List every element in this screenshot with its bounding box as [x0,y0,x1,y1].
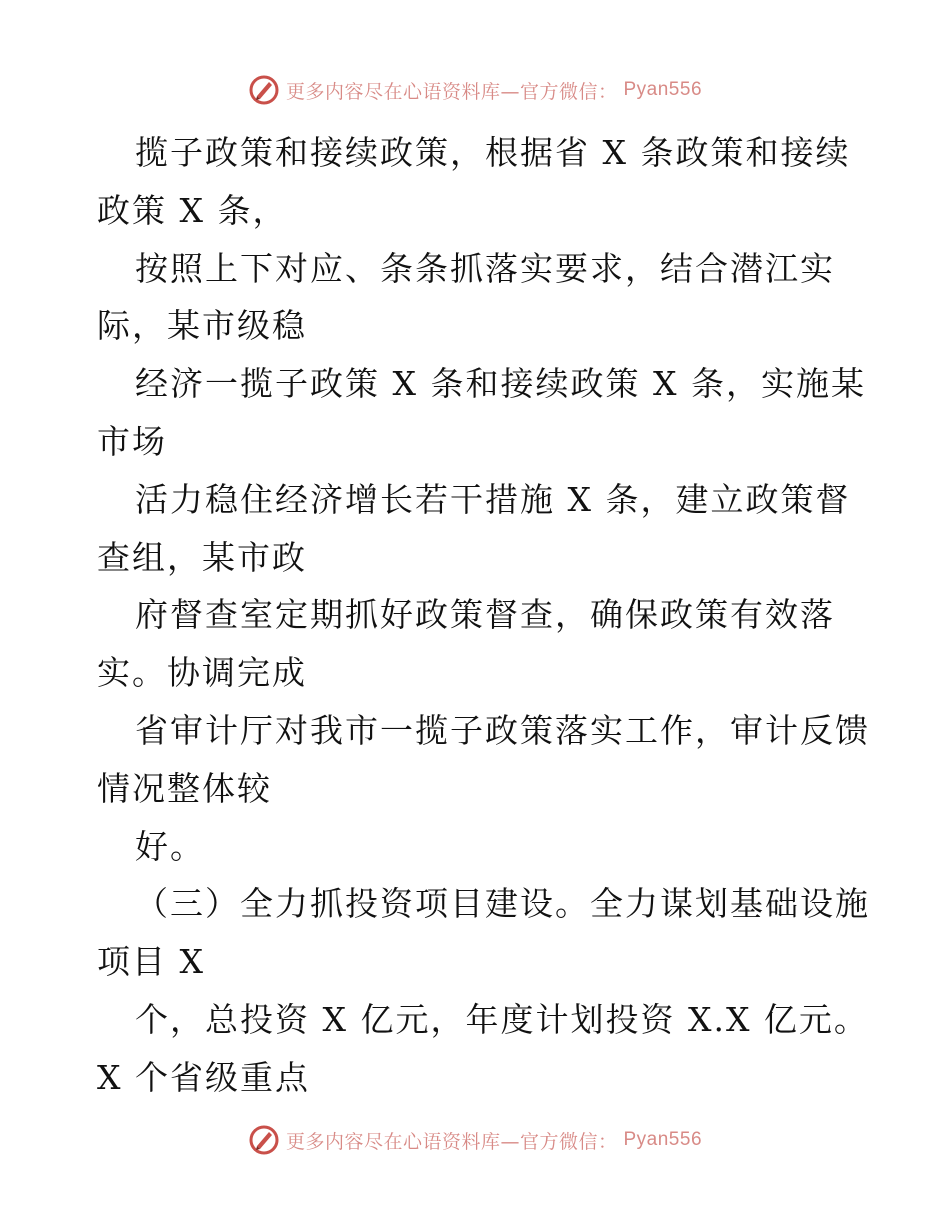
footer-watermark [0,1120,950,1160]
watermark-text: 更多内容尽在心语资料库—官方微信： [285,1130,618,1153]
text-line: 好。 [135,826,205,866]
text-line: 经济一揽子政策 X 条和接续政策 X 条，实施某 [135,364,866,404]
text-line: 活力稳住经济增长若干措施 X 条，建立政策督 [135,479,851,519]
text-line: 府督查室定期抓好政策督查，确保政策有效落 [135,595,835,635]
text-line: 情况整体较 [97,768,272,808]
document-body [97,124,877,1107]
text-line: 查组，某市政 [97,537,307,577]
watermark-text: 更多内容尽在心语资料库—官方微信： [285,80,618,103]
text-line: X 个省级重点 [97,1057,310,1097]
text-line: （三）全力抓投资项目建设。全力谋划基础设施 [135,884,870,924]
watermark-wechat-id: Pyan556 [623,79,703,100]
text-line: 按照上下对应、条条抓落实要求，结合潜江实 [135,248,835,288]
text-line: 政策 X 条， [97,190,288,230]
pen-logo-icon [248,1124,280,1156]
text-line: 市场 [97,421,167,461]
text-line: 实。协调完成 [97,653,307,693]
pen-logo-icon [248,74,280,106]
watermark-wechat-id: Pyan556 [623,1129,703,1150]
text-line: 项目 X [97,942,205,982]
text-line: 际，某市级稳 [97,306,307,346]
text-line: 揽子政策和接续政策，根据省 X 条政策和接续 [135,133,851,172]
text-line: 省审计厅对我市一揽子政策落实工作，审计反馈 [135,710,870,750]
header-watermark [0,70,950,110]
text-line: 个，总投资 X 亿元，年度计划投资 X.X 亿元。 [135,999,869,1039]
